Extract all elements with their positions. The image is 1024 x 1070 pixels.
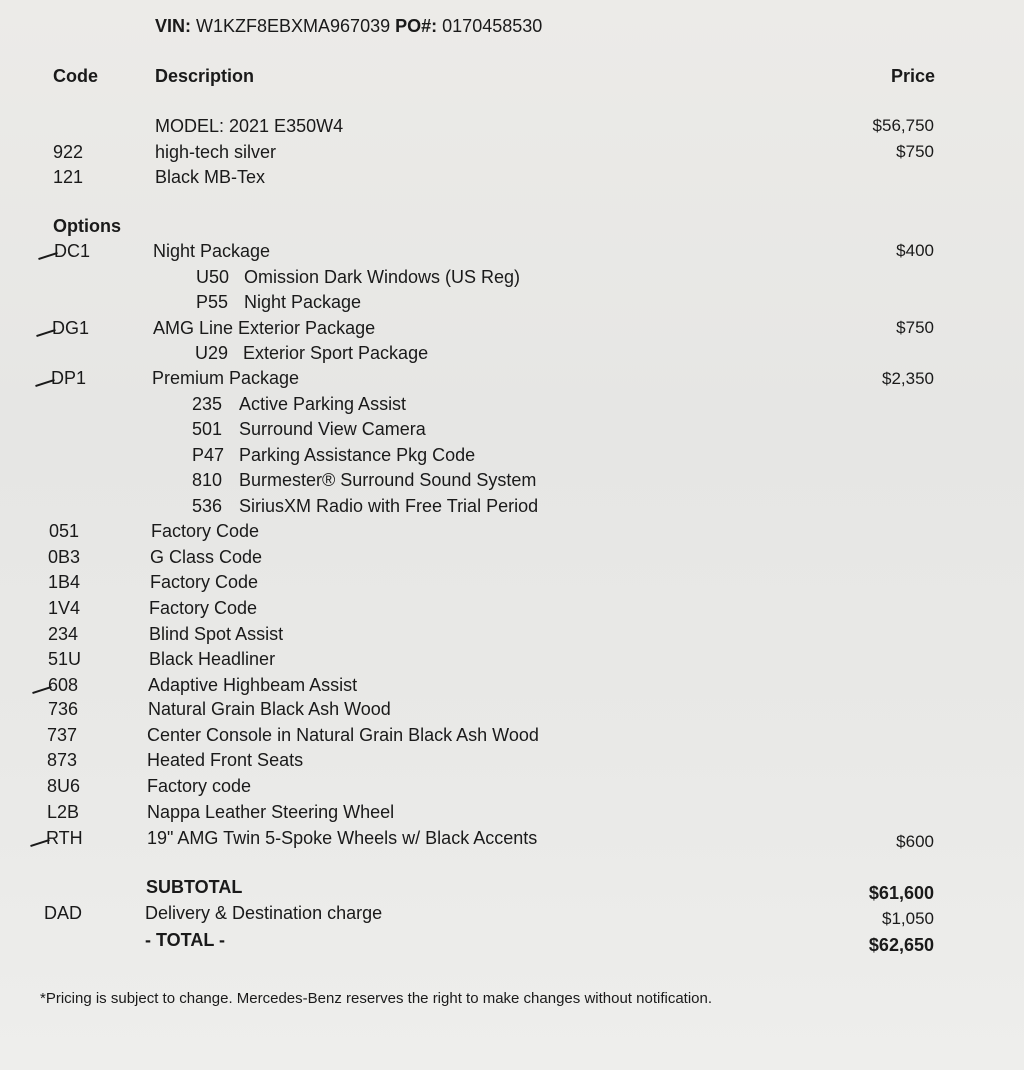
sub-description: Omission Dark Windows (US Reg) xyxy=(244,267,521,287)
po-label: PO#: xyxy=(395,16,438,36)
package-price: $2,350 xyxy=(882,369,934,388)
option-code: 0B3 xyxy=(48,547,81,567)
package-code: DG1 xyxy=(52,318,90,338)
package-description: Night Package xyxy=(153,241,271,261)
option-description: Factory Code xyxy=(150,572,259,592)
base-code: 922 xyxy=(53,142,84,162)
sub-code: 536 xyxy=(192,496,223,516)
sub-code: 235 xyxy=(192,394,223,414)
sub-description: Active Parking Assist xyxy=(239,394,407,414)
sub-code: 810 xyxy=(192,470,223,490)
base-price: $750 xyxy=(896,142,934,161)
sub-code: 501 xyxy=(192,419,223,439)
delivery-code: DAD xyxy=(44,903,83,923)
vin-value: W1KZF8EBXMA967039 xyxy=(196,16,391,36)
option-code: 1B4 xyxy=(48,572,81,592)
package-code: DP1 xyxy=(51,368,87,388)
delivery-label: Delivery & Destination charge xyxy=(145,903,383,923)
option-description: Center Console in Natural Grain Black Ash Wood xyxy=(147,725,539,745)
options-heading: Options xyxy=(53,216,121,236)
sub-description: SiriusXM Radio with Free Trial Period xyxy=(239,496,539,516)
vin-label: VIN: xyxy=(155,16,191,36)
price-header: Price xyxy=(890,66,935,86)
model-label: MODEL: 2021 E350W4 xyxy=(155,116,344,136)
delivery-value: $1,050 xyxy=(882,909,934,928)
code-header: Code xyxy=(53,66,98,86)
option-code: 51U xyxy=(48,649,82,669)
sub-code: U29 xyxy=(195,343,229,363)
option-description: Factory code xyxy=(147,776,252,796)
option-description: Black Headliner xyxy=(149,649,276,669)
vin-line xyxy=(155,16,542,37)
option-code: 608 xyxy=(48,675,79,695)
option-code: 736 xyxy=(48,699,79,719)
model-price: $56,750 xyxy=(872,116,934,135)
package-code: DC1 xyxy=(54,241,91,261)
base-description: Black MB-Tex xyxy=(155,167,266,187)
sub-code: P55 xyxy=(196,292,229,312)
option-code: 051 xyxy=(49,521,80,541)
sub-description: Parking Assistance Pkg Code xyxy=(239,445,476,465)
package-price: $400 xyxy=(896,241,934,260)
base-description: high-tech silver xyxy=(155,142,277,162)
option-code: 8U6 xyxy=(47,776,81,796)
po-value: 0170458530 xyxy=(442,16,543,36)
sub-description: Night Package xyxy=(244,292,362,312)
package-price: $750 xyxy=(896,318,934,337)
package-description: Premium Package xyxy=(152,368,300,388)
option-price: $600 xyxy=(896,832,934,851)
sub-code: U50 xyxy=(196,267,230,287)
option-description: Heated Front Seats xyxy=(147,750,304,770)
sub-description: Surround View Camera xyxy=(239,419,426,439)
description-header: Description xyxy=(155,66,255,86)
pricing-footnote: *Pricing is subject to change. Mercedes-Benz reserves the right to make changes without notification. xyxy=(40,990,713,1007)
subtotal-value: $61,600 xyxy=(868,883,934,903)
option-description: G Class Code xyxy=(150,547,263,567)
sub-description: Burmester® Surround Sound System xyxy=(239,470,537,490)
package-description: AMG Line Exterior Package xyxy=(153,318,376,338)
option-code: 737 xyxy=(47,725,78,745)
sub-description: Exterior Sport Package xyxy=(243,343,429,363)
option-code: L2B xyxy=(47,802,80,822)
total-label: - TOTAL - xyxy=(145,930,225,950)
subtotal-label: SUBTOTAL xyxy=(146,877,243,897)
total-value: $62,650 xyxy=(868,935,934,955)
base-code: 121 xyxy=(53,167,84,187)
option-code: 234 xyxy=(48,624,79,644)
option-description: Factory Code xyxy=(151,521,260,541)
option-code: 1V4 xyxy=(48,598,81,618)
option-description: Blind Spot Assist xyxy=(149,624,284,644)
sub-code: P47 xyxy=(192,445,225,465)
option-description: Factory Code xyxy=(149,598,258,618)
option-description: Natural Grain Black Ash Wood xyxy=(148,699,391,719)
option-description: 19" AMG Twin 5-Spoke Wheels w/ Black Accents xyxy=(147,828,538,848)
option-code: RTH xyxy=(46,828,83,848)
option-description: Adaptive Highbeam Assist xyxy=(148,675,358,695)
option-code: 873 xyxy=(47,750,78,770)
option-description: Nappa Leather Steering Wheel xyxy=(147,802,395,822)
